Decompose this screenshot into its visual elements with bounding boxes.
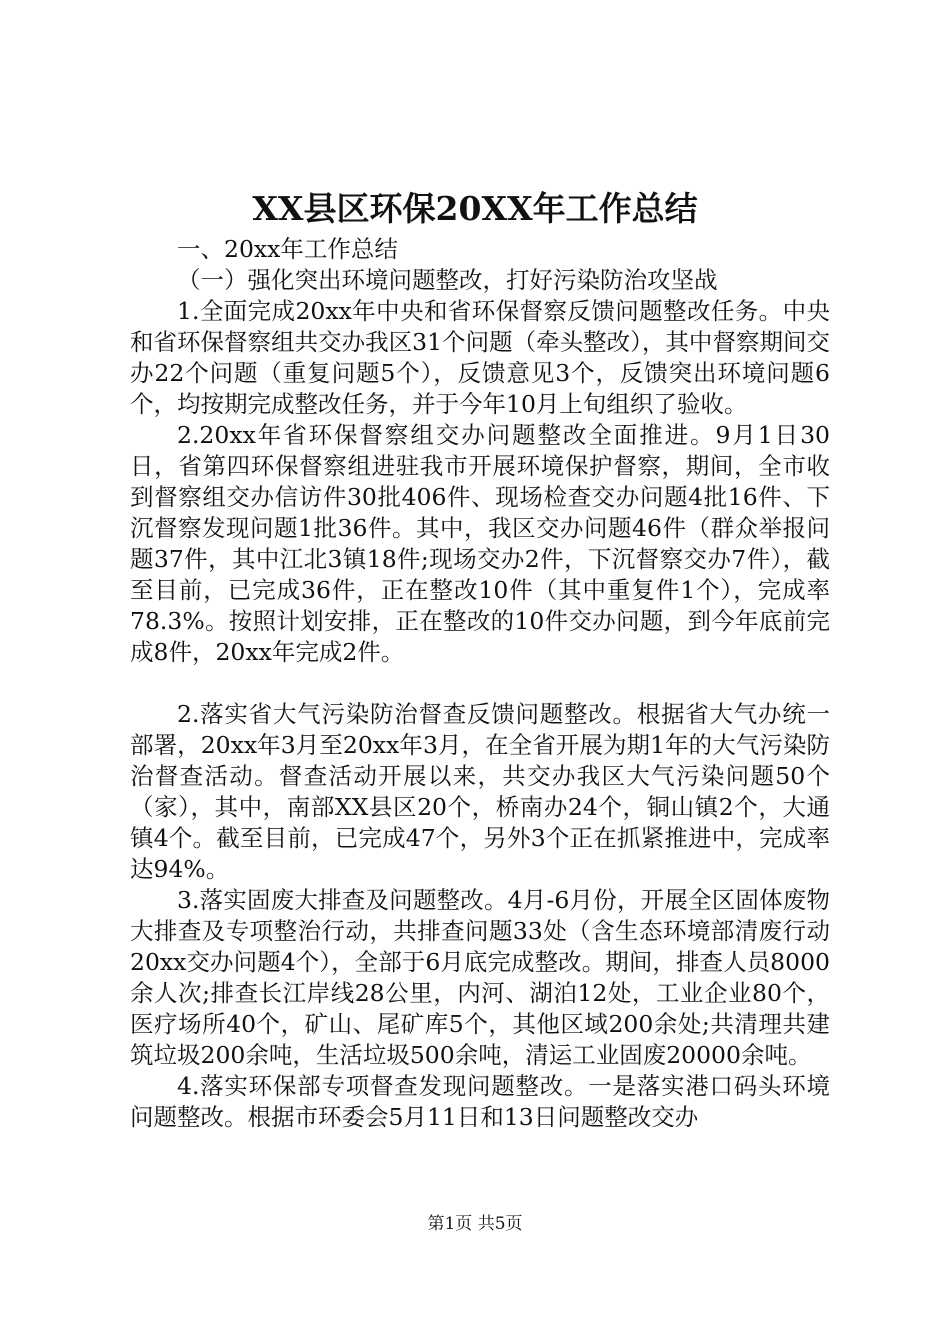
paragraph-gap	[130, 668, 830, 699]
paragraph-2: 2.20xx年省环保督察组交办问题整改全面推进。9月1日30日，省第四环保督察组进驻我市开展环境保护督察，期间，全市收到督察组交办信访件30批406件、现场检查交办问题4批16件、下沉督察发现问题1批36件。其中，我区交办问题46件（群众举报问题37件，其中江北3镇18件;现场交办2件，下沉督察交办7件），截至目前，已完成36件，正在整改10件（其中重复件1个），完成率78.3%。按照计划安排，正在整改的10件交办问题，到今年底前完成8件，20xx年完成2件。	[130, 421, 830, 666]
document-title: XX县区环保20XX年工作总结	[252, 189, 698, 228]
paragraph-4: 3.落实固废大排查及问题整改。4月-6月份，开展全区固体废物大排查及专项整治行动，共排查问题33处（含生态环境部清废行动20xx交办问题4个），全部于6月底完成整改。期间，排查人员8000余人次;排查长江岸线28公里，内河、湖泊12处，工业企业80个，医疗场所40个，矿山、尾矿库5个，其他区域200余处;共清理共建筑垃圾200余吨，生活垃圾500余吨，清运工业固废20000余吨。	[130, 886, 830, 1069]
subsection-heading: （一）强化突出环境问题整改，打好污染防治攻坚战	[177, 266, 718, 294]
document-body	[130, 234, 830, 1133]
page-footer: 第1页 共5页	[427, 1214, 523, 1234]
paragraph-5: 4.落实环保部专项督查发现问题整改。一是落实港口码头环境问题整改。根据市环委会5月11日和13日问题整改交办	[130, 1072, 830, 1131]
section-heading: 一、20xx年工作总结	[177, 235, 398, 263]
paragraph-3: 2.落实省大气污染防治督查反馈问题整改。根据省大气办统一部署，20xx年3月至20xx年3月，在全省开展为期1年的大气污染防治督查活动。督查活动开展以来，共交办我区大气污染问题50个（家），其中，南部XX县区20个，桥南办24个，铜山镇2个，大通镇4个。截至目前，已完成47个，另外3个正在抓紧推进中，完成率达94%。	[130, 700, 830, 883]
paragraph-1: 1.全面完成20xx年中央和省环保督察反馈问题整改任务。中央和省环保督察组共交办我区31个问题（牵头整改），其中督察期间交办22个问题（重复问题5个），反馈意见3个，反馈突出环境问题6个，均按期完成整改任务，并于今年10月上旬组织了验收。	[130, 297, 830, 418]
